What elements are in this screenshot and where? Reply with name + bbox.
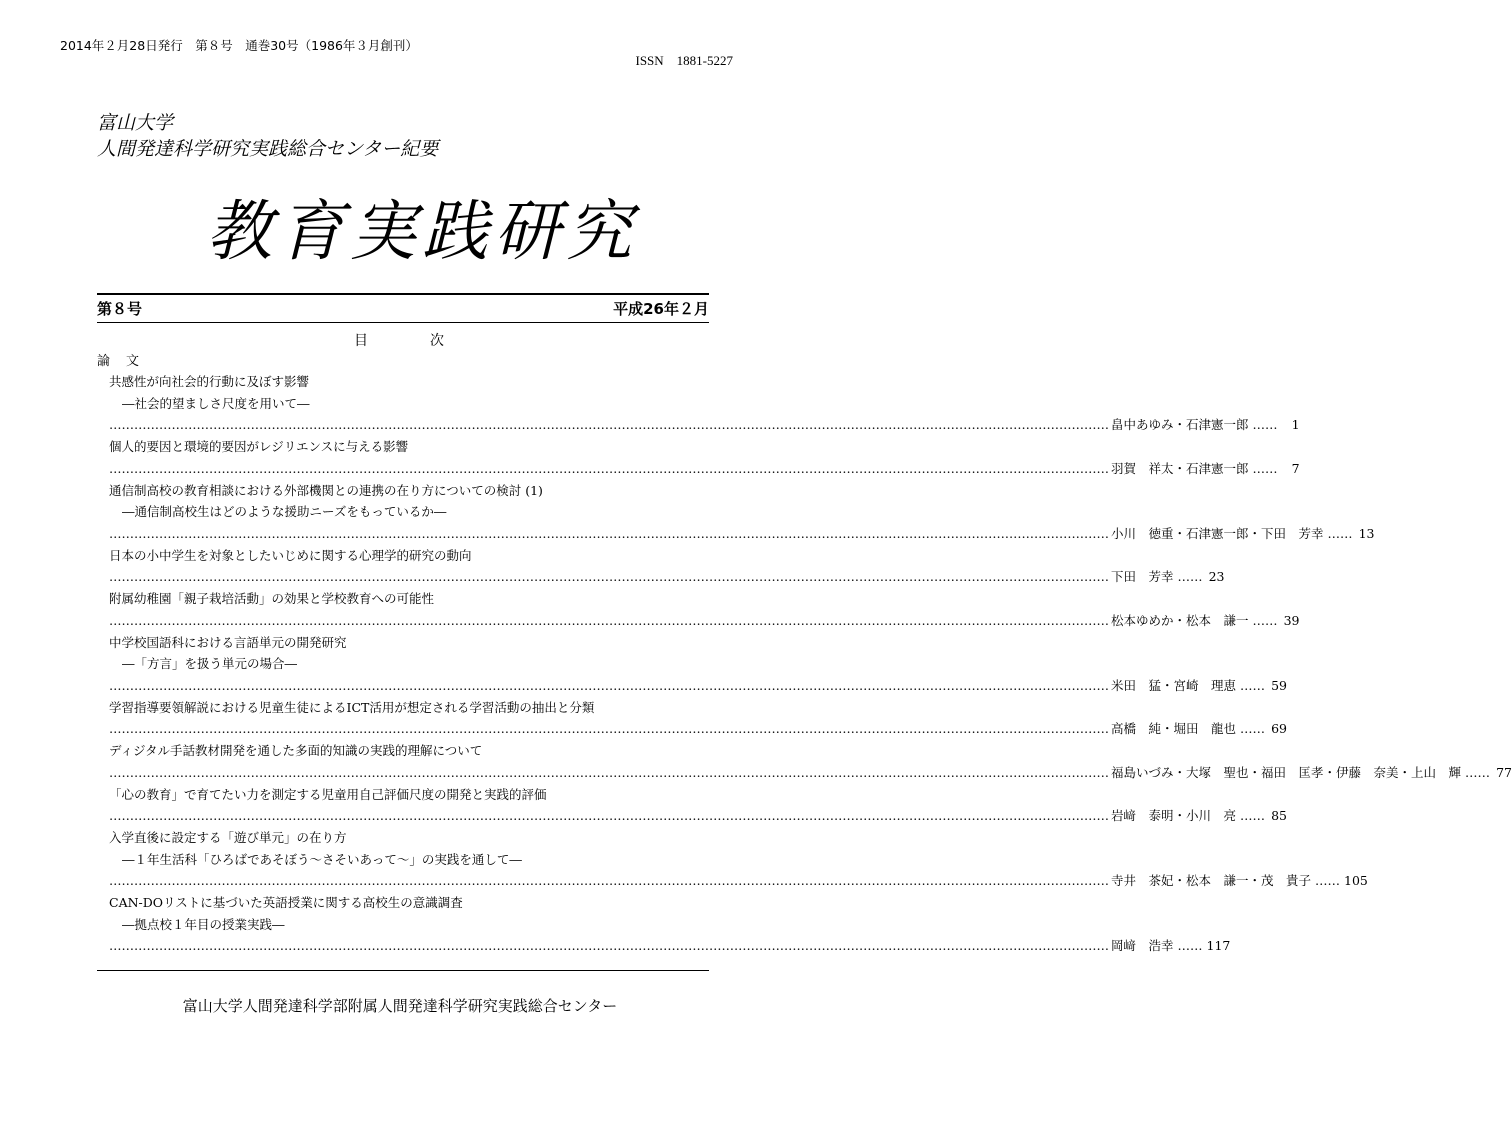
leader-dots: …… [1465,764,1491,780]
toc-entry-authors-row [109,677,1288,694]
toc-entry-authors: 岩﨑 泰明・小川 亮 [1111,808,1237,823]
toc-entry-page: 105 [1344,873,1368,888]
issue-date: 平成26年２月 [613,300,709,318]
toc-entry-authors-row [109,721,1288,737]
bulletin-name: 人間発達科学研究実践総合センター紀要 [97,138,439,160]
leader-dots: …… [1252,417,1278,432]
toc-entry-authors: 畠中あゆみ・石津憲一郎 [1111,417,1249,432]
leader-dots: …… [1177,938,1203,953]
toc-entry-page: 117 [1206,938,1231,953]
toc-entry-title: 個人的要因と環境的要因がレジリエンスに与える影響 [109,439,409,454]
middle-rule [97,322,709,323]
toc-entry-authors-row [109,525,1375,542]
leader-dots: …………………………………………………………………………………………………………………………………………………………………………………………………………………… [109,460,1109,476]
toc-entry-page: 69 [1271,721,1288,736]
journal-title: 教育実践研究 [206,193,638,270]
toc-entry-page: 23 [1208,569,1225,584]
leader-dots: …………………………………………………………………………………………………………………………………………………………………………………………………………………… [109,525,1109,541]
toc-entry-title: 日本の小中学生を対象としたいじめに関する心理学的研究の動向 [109,547,472,563]
toc-entry-authors: 松本ゆめか・松本 謙一 [1111,612,1249,628]
leader-dots: …… [1240,677,1266,693]
toc-entry-page: 77 [1496,764,1512,780]
toc-entry-subtitle: ―１年生活科「ひろばであそぼう～さそいあって～」の実践を通して― [122,851,522,867]
toc-entry-authors-row [109,569,1225,585]
leader-dots: …… [1252,612,1278,628]
leader-dots: …………………………………………………………………………………………………………………………………………………………………………………………………………………… [109,612,1109,628]
toc-entry-authors-row [109,938,1231,954]
toc-entry-authors-row [109,808,1288,824]
section-label: 論文 [97,354,156,369]
leader-dots: …… [1177,569,1203,584]
toc-entry-page: 1 [1291,417,1300,432]
toc-entry-title: 学習指導要領解説における児童生徒によるICT活用が想定される学習活動の抽出と分類 [109,699,595,715]
leader-dots: …………………………………………………………………………………………………………………………………………………………………………………………………………………… [109,677,1109,693]
toc-entry-authors-row [109,873,1368,889]
toc-entry-authors: 寺井 茶妃・松本 謙一・茂 貴子 [1111,873,1312,888]
leader-dots: …… [1240,721,1266,736]
toc-entry-subtitle: ―社会的望ましさ尺度を用いて― [122,395,310,411]
toc-entry-authors: 福島いづみ・大塚 聖也・福田 匡孝・伊藤 奈美・上山 輝 [1111,764,1462,780]
toc-heading: 目次 [354,333,506,349]
toc-entry-authors: 下田 芳幸 [1111,569,1174,584]
leader-dots: …… [1315,873,1341,888]
toc-entry-authors-row [109,417,1300,433]
toc-entry-title: 共感性が向社会的行動に及ぼす影響 [109,374,310,389]
leader-dots: …………………………………………………………………………………………………………………………………………………………………………………………………………………… [109,808,1109,823]
toc-entry-authors: 高橋 純・堀田 龍也 [1111,721,1237,736]
toc-entry-authors: 羽賀 祥太・石津憲一郎 [1111,460,1249,476]
toc-entry-page: 7 [1291,460,1300,476]
toc-entry-authors: 岡﨑 浩幸 [1111,938,1174,953]
bottom-rule [97,970,709,971]
toc-entry-page: 59 [1271,677,1288,693]
toc-entry-page: 85 [1271,808,1288,823]
toc-entry-page: 39 [1283,612,1300,628]
leader-dots: …………………………………………………………………………………………………………………………………………………………………………………………………………………… [109,417,1109,432]
toc-entry-authors: 米田 猛・宮崎 理恵 [1111,677,1237,693]
toc-entry-title: ディジタル手話教材開発を通した多面的知識の実践的理解について [109,743,483,758]
leader-dots: …………………………………………………………………………………………………………………………………………………………………………………………………………………… [109,764,1109,780]
publisher: 富山大学人間発達科学部附属人間発達科学研究実践総合センター [182,997,618,1015]
issue-number: 第８号 [97,300,143,318]
toc-entry-authors-row [109,460,1300,477]
toc-entry-page: 13 [1358,525,1375,541]
leader-dots: …………………………………………………………………………………………………………………………………………………………………………………………………………………… [109,721,1109,736]
leader-dots: …… [1327,525,1353,541]
toc-entry-title: 通信制高校の教育相談における外部機関との連携の在り方についての検討 (1) [109,482,543,498]
toc-entry-title: 中学校国語科における言語単元の開発研究 [109,634,347,650]
toc-entry-authors-row [109,764,1512,781]
toc-entry-title: 入学直後に設定する「遊び単元」の在り方 [109,830,347,845]
leader-dots: …………………………………………………………………………………………………………………………………………………………………………………………………………………… [109,938,1109,953]
leader-dots: …………………………………………………………………………………………………………………………………………………………………………………………………………………… [109,873,1109,888]
leader-dots: …………………………………………………………………………………………………………………………………………………………………………………………………………………… [109,569,1109,584]
toc-entry-subtitle: ―「方言」を扱う単元の場合― [122,656,298,671]
leader-dots: …… [1240,808,1266,823]
toc-entry-title: 「心の教育」で育てたい力を測定する児童用自己評価尺度の開発と実践的評価 [109,786,547,802]
toc-entry-subtitle: ―拠点校１年目の授業実践― [122,916,285,932]
toc-entry-subtitle: ―通信制高校生はどのような援助ニーズをもっているか― [122,504,447,519]
leader-dots: …… [1252,460,1278,476]
top-rule [97,293,709,295]
toc-entry-title: 附属幼稚園「親子栽培活動」の効果と学校教育への可能性 [109,591,435,606]
institution-name: 富山大学 [97,112,174,134]
toc-entry-title: CAN-DOリストに基づいた英語授業に関する高校生の意識調査 [109,895,463,910]
toc-entry-authors-row [109,612,1300,629]
issn: ISSN 1881-5227 [635,53,733,68]
publication-line: 2014年２月28日発行 第８号 通巻30号（1986年３月創刊） [60,38,418,53]
toc-entry-authors: 小川 徳重・石津憲一郎・下田 芳幸 [1111,525,1324,541]
